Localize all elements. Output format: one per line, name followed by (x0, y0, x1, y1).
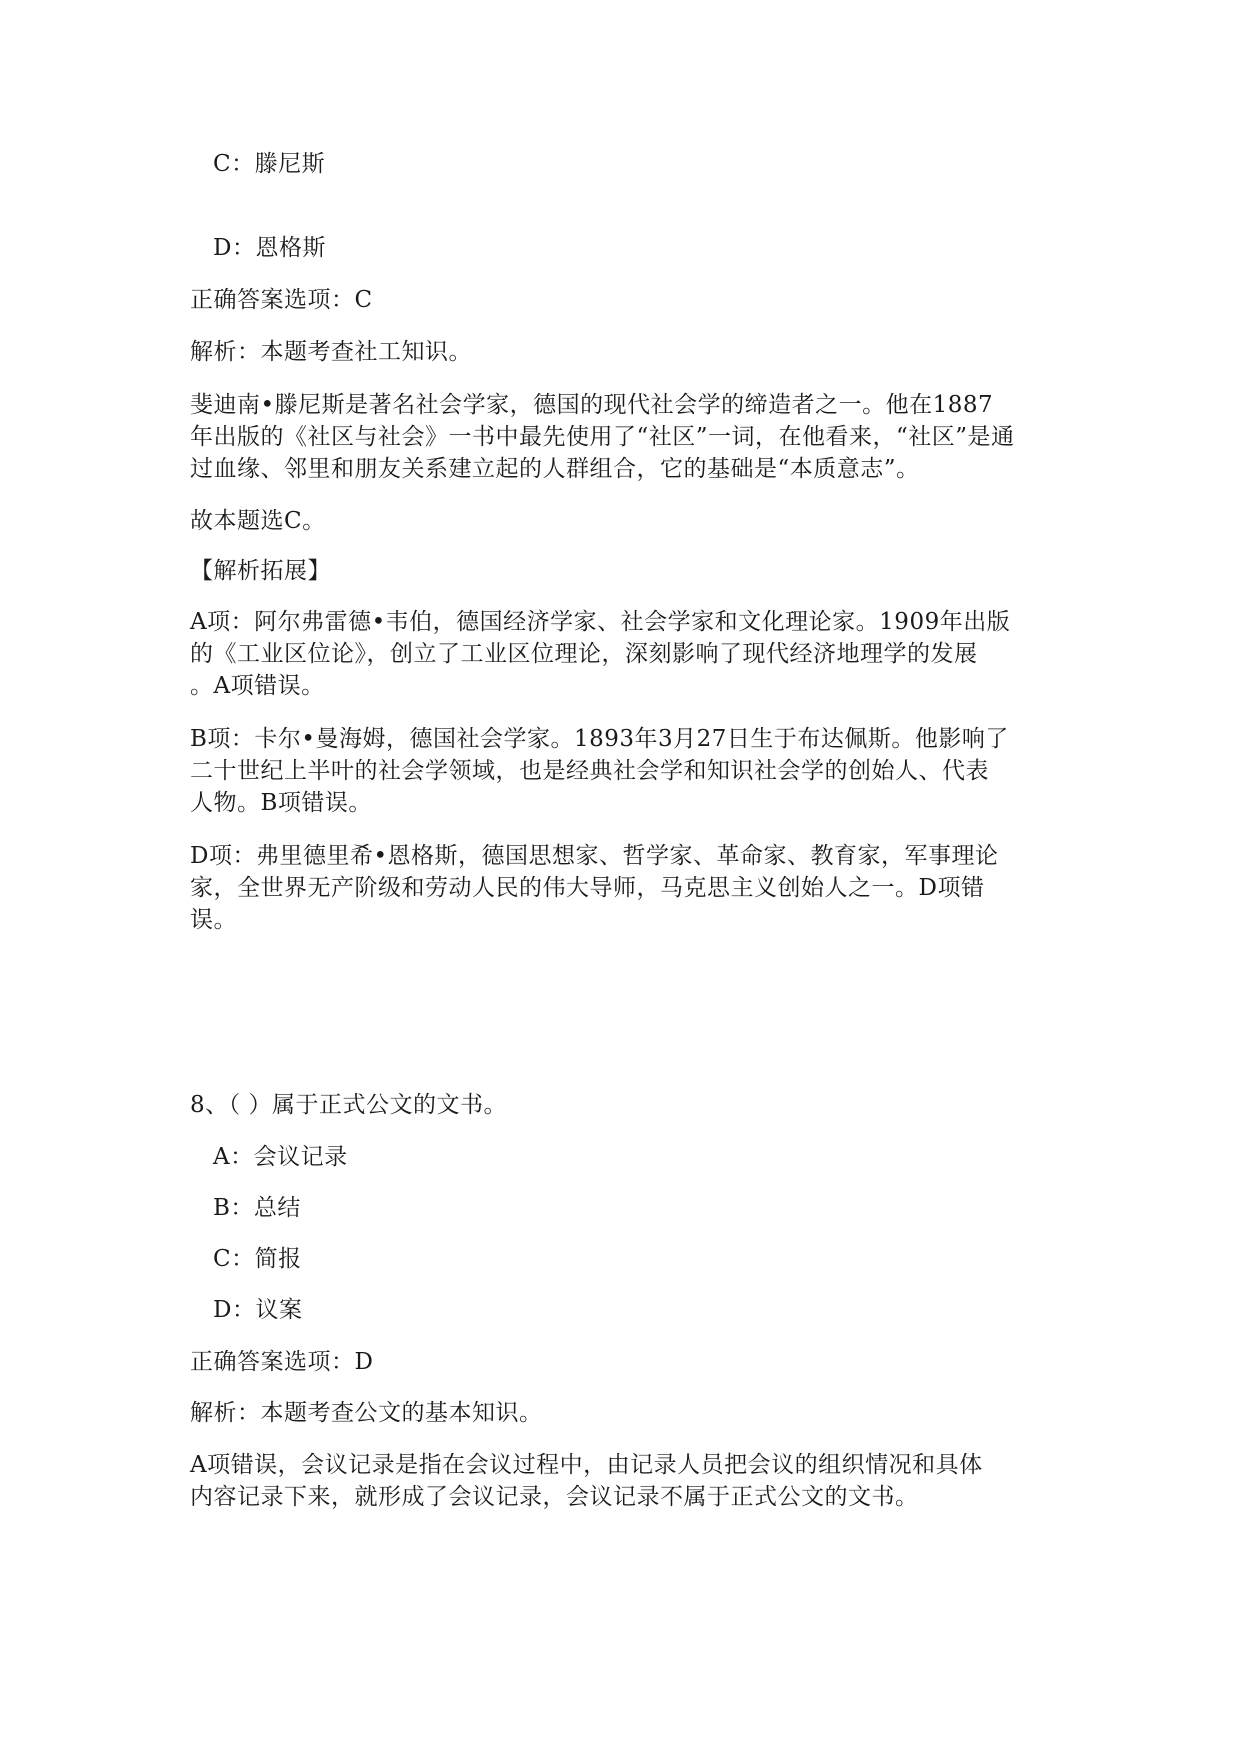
q7-para1-line: 年出版的《社区与社会》一书中最先使用了“社区”一词，在他看来，“社区”是通 (190, 424, 1015, 450)
d-item-line: 家，全世界无产阶级和劳动人民的伟大导师，马克思主义创始人之一。D项错 (190, 875, 985, 901)
extension-heading: 【解析拓展】 (190, 558, 331, 584)
q8-option-c: C：简报 (213, 1246, 302, 1272)
q8-stem: 8、（ ）属于正式公文的文书。 (190, 1092, 507, 1118)
a-item-line: 的《工业区位论》，创立了工业区位理论，深刻影响了现代经济地理学的发展 (190, 641, 978, 667)
a-item-line: A项：阿尔弗雷德•韦伯，德国经济学家、社会学家和文化理论家。1909年出版 (190, 609, 1011, 635)
q7-para1-line: 斐迪南•滕尼斯是著名社会学家，德国的现代社会学的缔造者之一。他在1887 (190, 392, 994, 418)
d-item-line: 误。 (190, 907, 237, 933)
b-item-line: B项：卡尔•曼海姆，德国社会学家。1893年3月27日生于布达佩斯。他影响了 (190, 726, 1009, 752)
q7-option-d: D：恩格斯 (213, 235, 326, 261)
q7-para1-line: 过血缘、邻里和朋友关系建立起的人群组合，它的基础是“本质意志”。 (190, 456, 920, 482)
q8-answer: 正确答案选项：D (190, 1349, 374, 1375)
q8-a-wrong-line: 内容记录下来，就形成了会议记录，会议记录不属于正式公文的文书。 (190, 1484, 919, 1510)
q7-option-c: C：滕尼斯 (213, 151, 326, 177)
q7-analysis-intro: 解析：本题考查社工知识。 (190, 339, 472, 365)
d-item-line: D项：弗里德里希•恩格斯，德国思想家、哲学家、革命家、教育家，军事理论 (190, 843, 999, 869)
b-item-line: 二十世纪上半叶的社会学领域，也是经典社会学和知识社会学的创始人、代表 (190, 758, 989, 784)
q8-a-wrong-line: A项错误，会议记录是指在会议过程中，由记录人员把会议的组织情况和具体 (190, 1452, 983, 1478)
q7-conclusion: 故本题选C。 (190, 508, 326, 534)
q8-option-d: D：议案 (213, 1297, 303, 1323)
q8-analysis-intro: 解析：本题考查公文的基本知识。 (190, 1400, 543, 1426)
q7-answer: 正确答案选项：C (190, 287, 373, 313)
q8-option-a: A：会议记录 (213, 1144, 348, 1170)
q8-option-b: B：总结 (213, 1195, 301, 1221)
a-item-line: 。A项错误。 (190, 673, 325, 699)
b-item-line: 人物。B项错误。 (190, 790, 372, 816)
